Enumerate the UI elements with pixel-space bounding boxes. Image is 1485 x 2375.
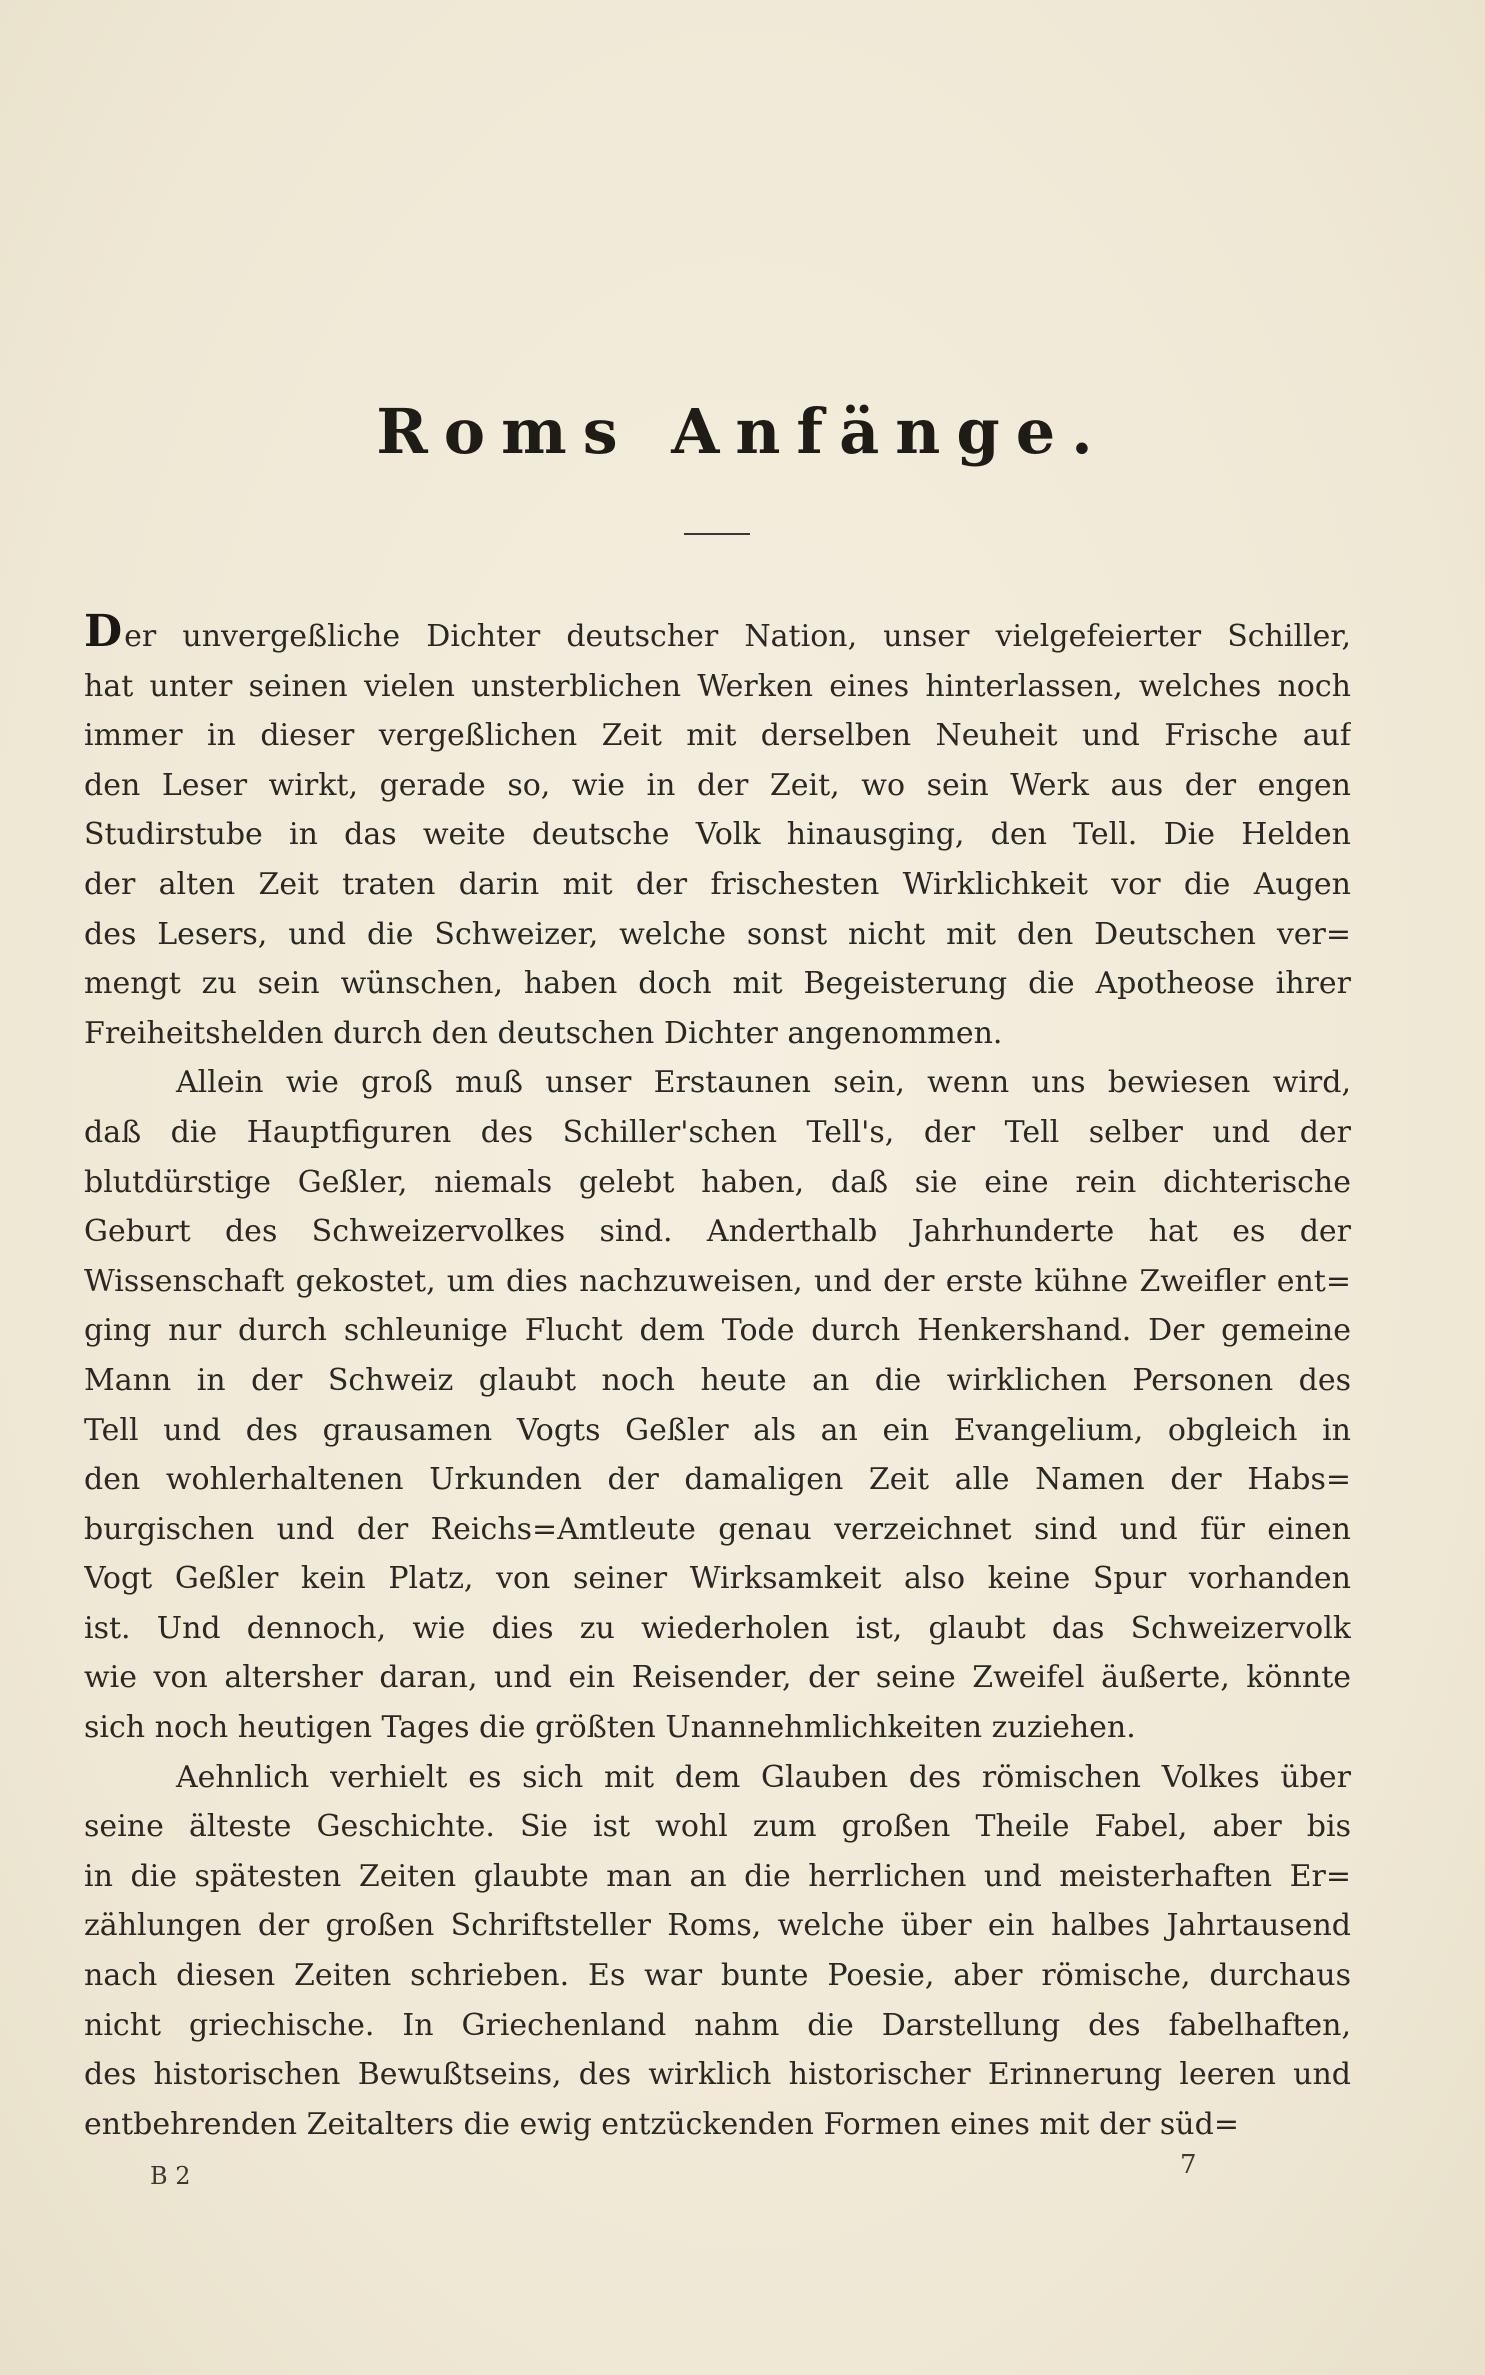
drop-cap: D (84, 612, 123, 657)
text-line: mengt zu sein wünschen, haben doch mit Begeisterung die Apotheose ihrer (84, 966, 1351, 1002)
text-line: wie von altersher daran, und ein Reisender, der seine Zweifel äußerte, könnte (84, 1660, 1351, 1696)
text-line: Vogt Geßler kein Platz, von seiner Wirksamkeit also keine Spur vorhanden (84, 1561, 1351, 1597)
text-line: nicht griechische. In Griechenland nahm die Darstellung des fabelhaften, (84, 2007, 1351, 2043)
text-line: Freiheitshelden durch den deutschen Dichter angenommen. (84, 1015, 1003, 1051)
text-line: den Leser wirkt, gerade so, wie in der Zeit, wo sein Werk aus der engen (84, 767, 1351, 803)
text-line: ist. Und dennoch, wie dies zu wiederholen ist, glaubt das Schweizervolk (84, 1610, 1351, 1646)
text-line: des Lesers, und die Schweizer, welche sonst nicht mit den Deutschen ver= (84, 916, 1351, 952)
text-line: Der unvergeßliche Dichter deutscher Nation, unser vielgefeierter Schiller, (84, 612, 1351, 662)
text-line: in die spätesten Zeiten glaubte man an die herrlichen und meisterhaften Er= (84, 1858, 1351, 1894)
text-line: zählungen der großen Schriftsteller Roms, welche über ein halbes Jahrtausend (84, 1908, 1351, 1944)
text-line: immer in dieser vergeßlichen Zeit mit derselben Neuheit und Frische auf (84, 718, 1351, 754)
text-line: ging nur durch schleunige Flucht dem Tode durch Henkershand. Der gemeine (84, 1313, 1351, 1349)
text-line: entbehrenden Zeitalters die ewig entzückenden Formen eines mit der süd= (84, 2106, 1239, 2142)
text-line: Aehnlich verhielt es sich mit dem Glauben des römischen Volkes über (176, 1759, 1351, 1795)
text-line: seine älteste Geschichte. Sie ist wohl zum großen Theile Fabel, aber bis (84, 1809, 1351, 1845)
text-line: des historischen Bewußtseins, des wirklich historischer Erinnerung leeren und (84, 2057, 1351, 2093)
page-number: 7 (1180, 2150, 1197, 2180)
text-line: Tell und des grausamen Vogts Geßler als an ein Evangelium, obgleich in (84, 1412, 1351, 1448)
text-line: Allein wie groß muß unser Erstaunen sein, wenn uns bewiesen wird, (176, 1065, 1351, 1101)
text-line: Geburt des Schweizervolkes sind. Anderthalb Jahrhunderte hat es der (84, 1214, 1351, 1250)
text-line: Mann in der Schweiz glaubt noch heute an die wirklichen Personen des (84, 1362, 1351, 1398)
text-line: blutdürstige Geßler, niemals gelebt haben, daß sie eine rein dichterische (84, 1164, 1351, 1200)
text-line: Studirstube in das weite deutsche Volk hinausging, den Tell. Die Helden (84, 817, 1351, 853)
text-line: nach diesen Zeiten schrieben. Es war bunte Poesie, aber römische, durchaus (84, 1958, 1351, 1994)
body-text (84, 612, 1351, 2149)
text-line: der alten Zeit traten darin mit der frischesten Wirklichkeit vor die Augen (84, 866, 1351, 902)
text-line: hat unter seinen vielen unsterblichen Werken eines hinterlassen, welches noch (84, 668, 1351, 704)
title-rule (684, 533, 750, 535)
text-line: daß die Hauptfiguren des Schiller'schen Tell's, der Tell selber und der (84, 1114, 1351, 1150)
text-line: Wissenschaft gekostet, um dies nachzuweisen, und der erste kühne Zweifler ent= (84, 1263, 1351, 1299)
text-line: den wohlerhaltenen Urkunden der damaligen Zeit alle Namen der Habs= (84, 1462, 1351, 1498)
printer-signature: B 2 (150, 2162, 191, 2190)
text-line: burgischen und der Reichs=Amtleute genau verzeichnet sind und für einen (84, 1511, 1351, 1547)
text-line: sich noch heutigen Tages die größten Unannehmlichkeiten zuziehen. (84, 1710, 1136, 1746)
chapter-title: Roms Anfänge. (376, 395, 1109, 468)
